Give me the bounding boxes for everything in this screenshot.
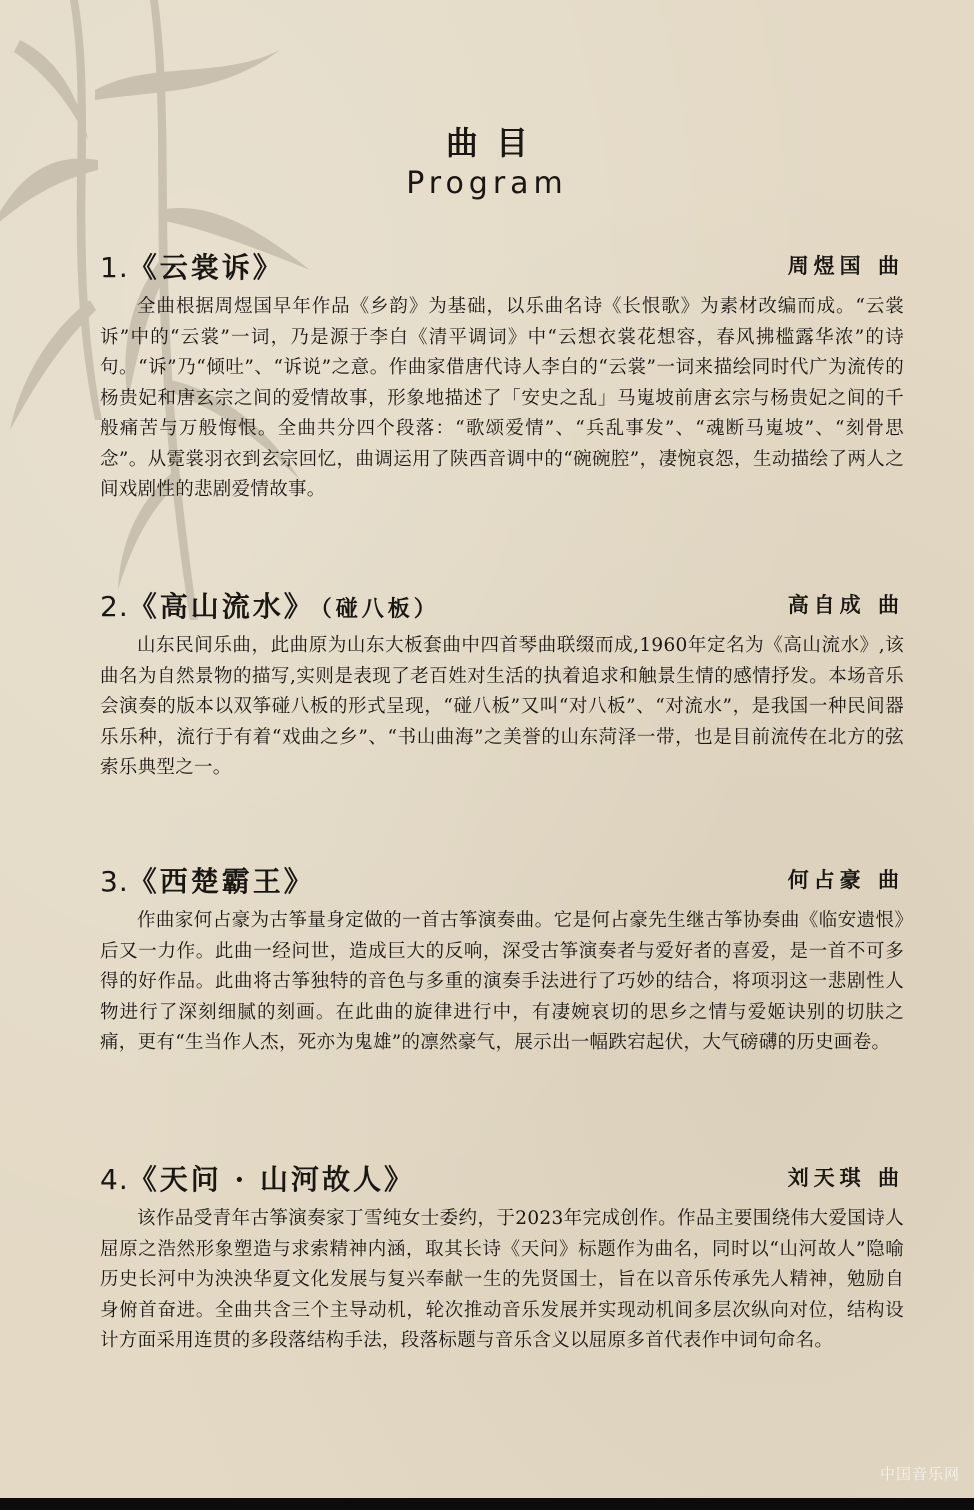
piece-composer: 周煜国 曲 (787, 253, 904, 278)
program-item (100, 860, 904, 1059)
piece-description: 作曲家何占豪为古筝量身定做的一首古筝演奏曲。它是何占豪先生继古筝协奏曲《临安遗恨》后又一力作。此曲一经问世，造成巨大的反响，深受古筝演奏者与爱好者的喜爱，是一首不可多得的好作品。此曲将古筝独特的音色与多重的演奏手法进行了巧妙的结合，将项羽这一悲剧性人物进行了深刻细腻的刻画。在此曲的旋律进行中，有凄婉哀切的思乡之情与爱姬诀别的切肤之痛，更有“生当作人杰，死亦为鬼雄”的凛然豪气，展示出一幅跌宕起伏，大气磅礴的历史画卷。 (100, 910, 904, 1053)
piece-title (100, 246, 290, 286)
watermark: 中国音乐网 (879, 1465, 960, 1483)
program-item-header (100, 246, 904, 286)
page-subtitle: Program (406, 166, 568, 201)
piece-number: 2. (100, 590, 129, 623)
piece-name: 《天问 · 山河故人》 (128, 1163, 415, 1196)
piece-title (100, 1158, 421, 1198)
program-item-header (100, 860, 904, 900)
program-item (100, 1158, 904, 1357)
piece-description: 该作品受青年古筝演奏家丁雪纯女士委约，于2023年完成创作。作品主要围绕伟大爱国诗人屈原之浩然形象塑造与求索精神内涵，取其长诗《天问》标题作为曲名，同时以“山河故人”隐喻历史长河中为泱泱华夏文化发展与复兴奉献一生的先贤国士，旨在以音乐传承先人精神，勉励自身俯首奋进。全曲共含三个主导动机，轮次推动音乐发展并实现动机间多层次纵向对位，结构设计方面采用连贯的多段落结构手法，段落标题与音乐含义以屈原多首代表作中词句命名。 (100, 1208, 904, 1351)
program-item (100, 585, 904, 784)
piece-description: 全曲根据周煜国早年作品《乡韵》为基础，以乐曲名诗《长恨歌》为素材改编而成。“云裳诉”中的“云裳”一词，乃是源于李白《清平调词》中“云想衣裳花想容，春风拂槛露华浓”的诗句。“诉”乃“倾吐”、“诉说”之意。作曲家借唐代诗人李白的“云裳”一词来描绘同时代广为流传的杨贵妃和唐玄宗之间的爱情故事，形象地描述了「安史之乱」马嵬坡前唐玄宗与杨贵妃之间的千般痛苦与万般悔恨。全曲共分四个段落：“歌颂爱情”、“兵乱事发”、“魂断马嵬坡”、“刻骨思念”。从霓裳羽衣到玄宗回忆，曲调运用了陕西音调中的“碗碗腔”，凄惋哀怨，生动描绘了两人之间戏剧性的悲剧爱情故事。 (100, 296, 904, 500)
program-item-header (100, 1158, 904, 1198)
piece-title (100, 860, 321, 900)
bottom-bar (0, 1498, 974, 1510)
piece-composer: 何占豪 曲 (787, 867, 904, 892)
piece-number: 1. (100, 251, 129, 284)
piece-composer: 高自成 曲 (787, 592, 904, 617)
piece-number: 4. (100, 1163, 129, 1196)
program-item-header (100, 585, 904, 625)
piece-composer: 刘天琪 曲 (787, 1165, 904, 1190)
piece-number: 3. (100, 865, 129, 898)
page-title: 曲目 (445, 124, 546, 162)
piece-name: 《云裳诉》 (128, 251, 284, 284)
piece-name: 《高山流水》 (128, 590, 315, 623)
piece-name: 《西楚霸王》 (128, 865, 315, 898)
piece-title (100, 585, 440, 625)
program-item (100, 246, 904, 506)
piece-description: 山东民间乐曲，此曲原为山东大板套曲中四首琴曲联缀而成,1960年定名为《高山流水》,该曲名为自然景物的描写,实则是表现了老百姓对生活的执着追求和触景生情的感情抒发。本场音乐会演奏的版本以双筝碰八板的形式呈现，“碰八板”又叫“对八板”、“对流水”，是我国一种民间器乐乐种，流行于有着“戏曲之乡”、“书山曲海”之美誉的山东菏泽一带，也是目前流传在北方的弦索乐典型之一。 (100, 635, 904, 778)
piece-subtitle: （碰八板） (320, 596, 440, 622)
